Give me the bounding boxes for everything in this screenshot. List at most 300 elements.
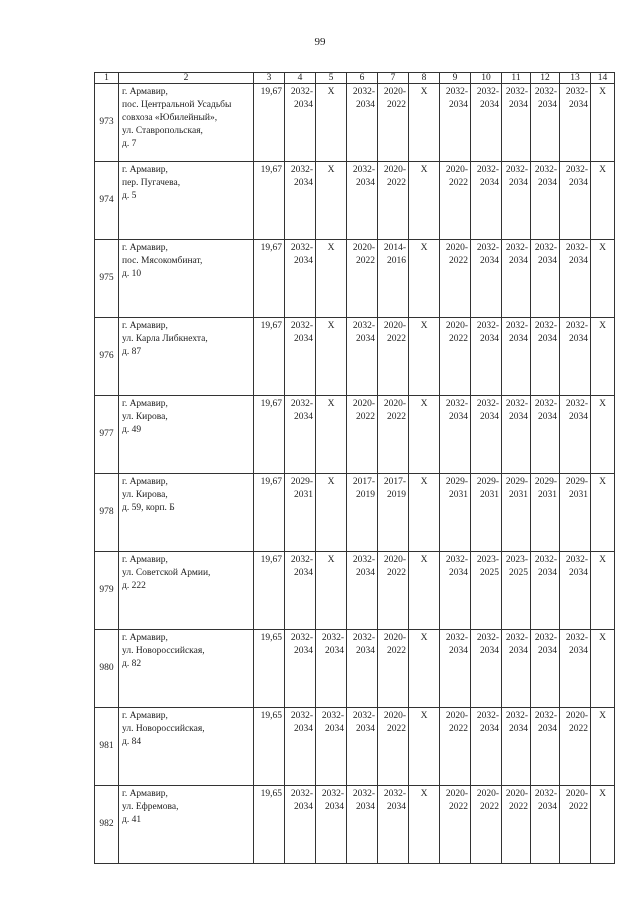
schedule-cell — [471, 630, 502, 708]
schedule-cell — [591, 318, 615, 396]
schedule-value: X — [599, 165, 606, 175]
schedule-value: 2020- 2022 — [383, 321, 406, 344]
schedule-value: 2032- 2034 — [445, 555, 468, 578]
schedule-value: 2029- 2031 — [534, 477, 557, 500]
schedule-cell — [409, 396, 440, 474]
schedule-cell — [378, 786, 409, 864]
column-header: 9 — [440, 73, 471, 84]
row-number: 976 — [95, 318, 119, 396]
address-line: г. Армавир, — [122, 321, 168, 331]
schedule-cell — [502, 474, 531, 552]
schedule-value: 2020- 2022 — [383, 87, 406, 110]
schedule-value: 2032- 2034 — [505, 321, 528, 344]
schedule-cell — [316, 552, 347, 630]
schedule-cell — [471, 396, 502, 474]
value-cell: 19,65 — [254, 786, 285, 864]
schedule-cell — [440, 240, 471, 318]
schedule-cell — [285, 786, 316, 864]
schedule-value: 2020- 2022 — [383, 555, 406, 578]
schedule-value: 2029- 2031 — [565, 477, 588, 500]
schedule-cell — [591, 84, 615, 162]
schedule-cell — [560, 474, 591, 552]
schedule-value: 2032- 2034 — [290, 165, 313, 188]
schedule-value: 2032- 2034 — [534, 555, 557, 578]
address-cell — [119, 474, 254, 552]
schedule-value: 2032- 2034 — [383, 789, 406, 812]
schedule-cell — [471, 474, 502, 552]
schedule-cell — [591, 474, 615, 552]
schedule-cell — [316, 84, 347, 162]
column-header: 5 — [316, 73, 347, 84]
row-number: 982 — [95, 786, 119, 864]
schedule-value: 2020- 2022 — [352, 243, 375, 266]
schedule-cell — [531, 474, 560, 552]
schedule-cell — [347, 786, 378, 864]
schedule-cell — [347, 552, 378, 630]
schedule-cell — [347, 84, 378, 162]
schedule-cell — [347, 318, 378, 396]
schedule-value: 2032- 2034 — [290, 633, 313, 656]
schedule-cell — [560, 318, 591, 396]
schedule-value: 2032- 2034 — [534, 165, 557, 188]
schedule-cell — [347, 474, 378, 552]
schedule-value: 2032- 2034 — [534, 789, 557, 812]
schedule-value: 2032- 2034 — [476, 711, 499, 734]
table-row — [95, 708, 615, 786]
schedule-cell — [531, 162, 560, 240]
address-line: д. 87 — [122, 347, 142, 357]
schedule-cell — [471, 162, 502, 240]
schedule-cell — [285, 84, 316, 162]
schedule-cell — [409, 84, 440, 162]
schedule-value: 2032- 2034 — [565, 165, 588, 188]
schedule-cell — [409, 630, 440, 708]
address-line: г. Армавир, — [122, 399, 168, 409]
schedule-value: 2032- 2034 — [352, 789, 375, 812]
schedule-value: 2032- 2034 — [565, 633, 588, 656]
address-line: ул. Ефремова, — [122, 802, 179, 812]
header-row — [95, 73, 615, 84]
schedule-value: 2017- 2019 — [383, 477, 406, 500]
schedule-value: X — [327, 321, 335, 331]
schedule-value: 2029- 2031 — [445, 477, 468, 500]
schedule-cell — [531, 318, 560, 396]
schedule-cell — [502, 84, 531, 162]
value-cell: 19,67 — [254, 318, 285, 396]
table-row — [95, 162, 615, 240]
table-row — [95, 552, 615, 630]
address-cell — [119, 552, 254, 630]
schedule-value: 2020- 2022 — [445, 243, 468, 266]
schedule-value: X — [599, 633, 606, 643]
address-line: д. 10 — [122, 269, 142, 279]
value-cell: 19,65 — [254, 708, 285, 786]
schedule-value: 2020- 2022 — [565, 789, 588, 812]
schedule-value: X — [420, 243, 428, 253]
schedule-value: 2014- 2016 — [383, 243, 406, 266]
value-cell: 19,67 — [254, 396, 285, 474]
schedule-cell — [591, 786, 615, 864]
schedule-value: 2032- 2034 — [290, 87, 313, 110]
address-cell — [119, 84, 254, 162]
column-header: 14 — [591, 73, 615, 84]
schedule-value: 2020- 2022 — [383, 399, 406, 422]
schedule-cell — [440, 162, 471, 240]
schedule-cell — [560, 708, 591, 786]
schedule-cell — [316, 786, 347, 864]
schedule-value: 2032- 2034 — [565, 399, 588, 422]
schedule-value: 2032- 2034 — [290, 321, 313, 344]
schedule-cell — [285, 708, 316, 786]
schedule-value: 2023- 2025 — [476, 555, 499, 578]
address-line: д. 41 — [122, 815, 142, 825]
schedule-table — [94, 72, 615, 864]
schedule-value: 2032- 2034 — [476, 165, 499, 188]
table-row — [95, 318, 615, 396]
row-number: 981 — [95, 708, 119, 786]
schedule-value: X — [327, 477, 335, 487]
column-header: 11 — [502, 73, 531, 84]
schedule-cell — [409, 786, 440, 864]
address-cell — [119, 786, 254, 864]
address-cell — [119, 240, 254, 318]
schedule-cell — [560, 396, 591, 474]
schedule-value: X — [420, 321, 428, 331]
address-cell — [119, 318, 254, 396]
schedule-cell — [347, 240, 378, 318]
schedule-cell — [285, 162, 316, 240]
value-cell: 19,67 — [254, 240, 285, 318]
row-number: 975 — [95, 240, 119, 318]
schedule-cell — [378, 396, 409, 474]
schedule-cell — [531, 786, 560, 864]
schedule-cell — [560, 162, 591, 240]
schedule-cell — [409, 318, 440, 396]
address-line: ул. Ставропольская, — [122, 126, 203, 136]
address-line: г. Армавир, — [122, 477, 168, 487]
row-number: 977 — [95, 396, 119, 474]
schedule-value: X — [420, 165, 428, 175]
schedule-cell — [440, 708, 471, 786]
schedule-cell — [378, 630, 409, 708]
schedule-value: 2032- 2034 — [352, 87, 375, 110]
row-number: 980 — [95, 630, 119, 708]
schedule-value: X — [599, 87, 606, 97]
schedule-value: 2032- 2034 — [565, 87, 588, 110]
schedule-value: X — [599, 399, 606, 409]
schedule-cell — [531, 84, 560, 162]
row-number: 973 — [95, 84, 119, 162]
schedule-value: 2032- 2034 — [534, 711, 557, 734]
schedule-cell — [440, 552, 471, 630]
schedule-value: X — [327, 165, 335, 175]
schedule-value: 2032- 2034 — [445, 633, 468, 656]
schedule-value: 2032- 2034 — [505, 399, 528, 422]
schedule-cell — [285, 396, 316, 474]
address-line: ул. Кирова, — [122, 412, 168, 422]
schedule-cell — [409, 240, 440, 318]
schedule-cell — [471, 84, 502, 162]
schedule-value: 2032- 2034 — [505, 243, 528, 266]
column-header: 2 — [119, 73, 254, 84]
address-line: ул. Советской Армии, — [122, 568, 211, 578]
schedule-value: 2020- 2022 — [476, 789, 499, 812]
table-row — [95, 630, 615, 708]
schedule-value: 2020- 2022 — [383, 165, 406, 188]
schedule-cell — [409, 474, 440, 552]
address-line: г. Армавир, — [122, 711, 168, 721]
address-line: д. 7 — [122, 139, 137, 149]
schedule-value: 2017- 2019 — [352, 477, 375, 500]
schedule-value: 2020- 2022 — [445, 711, 468, 734]
schedule-cell — [440, 786, 471, 864]
schedule-value: 2032- 2034 — [534, 243, 557, 266]
schedule-cell — [285, 630, 316, 708]
schedule-value: 2032- 2034 — [352, 633, 375, 656]
schedule-cell — [285, 240, 316, 318]
schedule-value: 2032- 2034 — [290, 399, 313, 422]
schedule-cell — [502, 162, 531, 240]
value-cell: 19,65 — [254, 630, 285, 708]
schedule-value: 2032- 2034 — [534, 399, 557, 422]
schedule-cell — [471, 786, 502, 864]
schedule-cell — [591, 240, 615, 318]
schedule-value: 2032- 2034 — [476, 87, 499, 110]
table-row — [95, 84, 615, 162]
schedule-cell — [285, 474, 316, 552]
schedule-cell — [316, 630, 347, 708]
schedule-cell — [409, 708, 440, 786]
schedule-cell — [502, 630, 531, 708]
schedule-value: X — [327, 399, 335, 409]
schedule-value: 2023- 2025 — [505, 555, 528, 578]
schedule-value: 2032- 2034 — [290, 789, 313, 812]
table-row — [95, 474, 615, 552]
schedule-value: 2020- 2022 — [445, 321, 468, 344]
schedule-value: 2032- 2034 — [565, 243, 588, 266]
value-cell: 19,67 — [254, 552, 285, 630]
schedule-value: 2032- 2034 — [534, 633, 557, 656]
address-line: ул. Кирова, — [122, 490, 168, 500]
schedule-value: 2032- 2034 — [445, 87, 468, 110]
schedule-cell — [560, 630, 591, 708]
schedule-cell — [531, 396, 560, 474]
schedule-cell — [378, 84, 409, 162]
schedule-cell — [285, 318, 316, 396]
schedule-cell — [316, 396, 347, 474]
schedule-cell — [502, 552, 531, 630]
schedule-value: 2032- 2034 — [352, 165, 375, 188]
address-line: д. 222 — [122, 581, 146, 591]
schedule-value: 2032- 2034 — [321, 711, 344, 734]
schedule-cell — [471, 318, 502, 396]
address-line: д. 59, корп. Б — [122, 503, 175, 513]
column-header: 10 — [471, 73, 502, 84]
schedule-cell — [440, 318, 471, 396]
address-line: д. 82 — [122, 659, 142, 669]
schedule-cell — [347, 396, 378, 474]
column-header: 4 — [285, 73, 316, 84]
address-line: г. Армавир, — [122, 633, 168, 643]
schedule-value: X — [327, 243, 335, 253]
schedule-cell — [285, 552, 316, 630]
column-header: 3 — [254, 73, 285, 84]
address-line: пос. Центральной Усадьбы — [122, 100, 232, 110]
schedule-value: 2020- 2022 — [445, 789, 468, 812]
address-line: д. 84 — [122, 737, 142, 747]
schedule-value: 2020- 2022 — [383, 633, 406, 656]
schedule-value: 2032- 2034 — [505, 87, 528, 110]
column-header: 13 — [560, 73, 591, 84]
schedule-value: 2032- 2034 — [505, 633, 528, 656]
schedule-cell — [347, 162, 378, 240]
schedule-cell — [378, 552, 409, 630]
address-line: г. Армавир, — [122, 789, 168, 799]
schedule-cell — [440, 396, 471, 474]
address-line: г. Армавир, — [122, 243, 168, 253]
schedule-value: X — [599, 555, 606, 565]
address-line: г. Армавир, — [122, 555, 168, 565]
schedule-value: 2032- 2034 — [290, 711, 313, 734]
schedule-value: 2032- 2034 — [352, 555, 375, 578]
schedule-value: 2032- 2034 — [352, 321, 375, 344]
schedule-value: X — [599, 321, 606, 331]
schedule-cell — [440, 630, 471, 708]
schedule-value: X — [327, 555, 335, 565]
schedule-value: 2032- 2034 — [534, 321, 557, 344]
schedule-value: 2029- 2031 — [290, 477, 313, 500]
value-cell: 19,67 — [254, 474, 285, 552]
schedule-cell — [378, 240, 409, 318]
schedule-cell — [591, 708, 615, 786]
row-number: 979 — [95, 552, 119, 630]
schedule-value: 2029- 2031 — [476, 477, 499, 500]
row-number: 974 — [95, 162, 119, 240]
schedule-cell — [316, 318, 347, 396]
schedule-cell — [591, 162, 615, 240]
column-header: 6 — [347, 73, 378, 84]
schedule-cell — [316, 162, 347, 240]
schedule-cell — [531, 552, 560, 630]
column-header: 1 — [95, 73, 119, 84]
schedule-value: X — [420, 633, 428, 643]
schedule-value: 2032- 2034 — [505, 165, 528, 188]
schedule-value: X — [599, 711, 606, 721]
schedule-cell — [409, 552, 440, 630]
schedule-value: 2032- 2034 — [476, 633, 499, 656]
schedule-value: 2020- 2022 — [505, 789, 528, 812]
address-line: г. Армавир, — [122, 87, 168, 97]
address-cell — [119, 162, 254, 240]
schedule-value: 2032- 2034 — [476, 399, 499, 422]
schedule-cell — [471, 552, 502, 630]
schedule-cell — [347, 708, 378, 786]
schedule-cell — [378, 318, 409, 396]
schedule-value: 2032- 2034 — [321, 633, 344, 656]
address-cell — [119, 708, 254, 786]
schedule-value: 2032- 2034 — [321, 789, 344, 812]
schedule-value: 2032- 2034 — [534, 87, 557, 110]
schedule-value: X — [420, 87, 428, 97]
schedule-value: 2032- 2034 — [352, 711, 375, 734]
schedule-cell — [347, 630, 378, 708]
value-cell: 19,67 — [254, 162, 285, 240]
schedule-value: 2020- 2022 — [565, 711, 588, 734]
column-header: 7 — [378, 73, 409, 84]
schedule-cell — [316, 240, 347, 318]
column-header: 12 — [531, 73, 560, 84]
schedule-value: 2020- 2022 — [445, 165, 468, 188]
schedule-cell — [560, 240, 591, 318]
schedule-cell — [560, 786, 591, 864]
schedule-value: X — [420, 399, 428, 409]
row-number: 978 — [95, 474, 119, 552]
table-row — [95, 240, 615, 318]
schedule-value: 2032- 2034 — [290, 243, 313, 266]
address-line: ул. Новороссийская, — [122, 646, 205, 656]
schedule-cell — [591, 630, 615, 708]
schedule-cell — [560, 84, 591, 162]
schedule-cell — [531, 240, 560, 318]
address-cell — [119, 630, 254, 708]
schedule-cell — [471, 240, 502, 318]
address-line: пос. Мясокомбинат, — [122, 256, 203, 266]
schedule-value: X — [599, 243, 606, 253]
schedule-cell — [316, 708, 347, 786]
address-line: совхоза «Юбилейный», — [122, 113, 218, 123]
schedule-value: 2032- 2034 — [445, 399, 468, 422]
schedule-value: X — [420, 555, 428, 565]
schedule-cell — [560, 552, 591, 630]
schedule-cell — [502, 786, 531, 864]
value-cell: 19,67 — [254, 84, 285, 162]
table-body — [95, 73, 615, 864]
schedule-value: X — [420, 789, 428, 799]
table-row — [95, 396, 615, 474]
address-line: г. Армавир, — [122, 165, 168, 175]
address-line: ул. Карла Либкнехта, — [122, 334, 208, 344]
table-row — [95, 786, 615, 864]
schedule-value: X — [420, 477, 428, 487]
address-line: ул. Новороссийская, — [122, 724, 205, 734]
address-cell — [119, 396, 254, 474]
schedule-cell — [471, 708, 502, 786]
schedule-cell — [502, 318, 531, 396]
column-header: 8 — [409, 73, 440, 84]
schedule-value: X — [420, 711, 428, 721]
schedule-cell — [378, 474, 409, 552]
page-number: 99 — [314, 36, 326, 48]
schedule-value: 2029- 2031 — [505, 477, 528, 500]
schedule-value: 2020- 2022 — [352, 399, 375, 422]
schedule-value: X — [599, 477, 606, 487]
schedule-value: 2032- 2034 — [476, 321, 499, 344]
schedule-cell — [378, 708, 409, 786]
schedule-cell — [591, 552, 615, 630]
schedule-cell — [409, 162, 440, 240]
address-line: д. 5 — [122, 191, 137, 201]
address-line: д. 49 — [122, 425, 142, 435]
address-line: пер. Пугачева, — [122, 178, 181, 188]
schedule-cell — [502, 708, 531, 786]
schedule-value: X — [599, 789, 606, 799]
schedule-cell — [378, 162, 409, 240]
schedule-value: 2032- 2034 — [476, 243, 499, 266]
schedule-value: 2032- 2034 — [505, 711, 528, 734]
schedule-value: 2020- 2022 — [383, 711, 406, 734]
schedule-cell — [531, 708, 560, 786]
schedule-cell — [316, 474, 347, 552]
